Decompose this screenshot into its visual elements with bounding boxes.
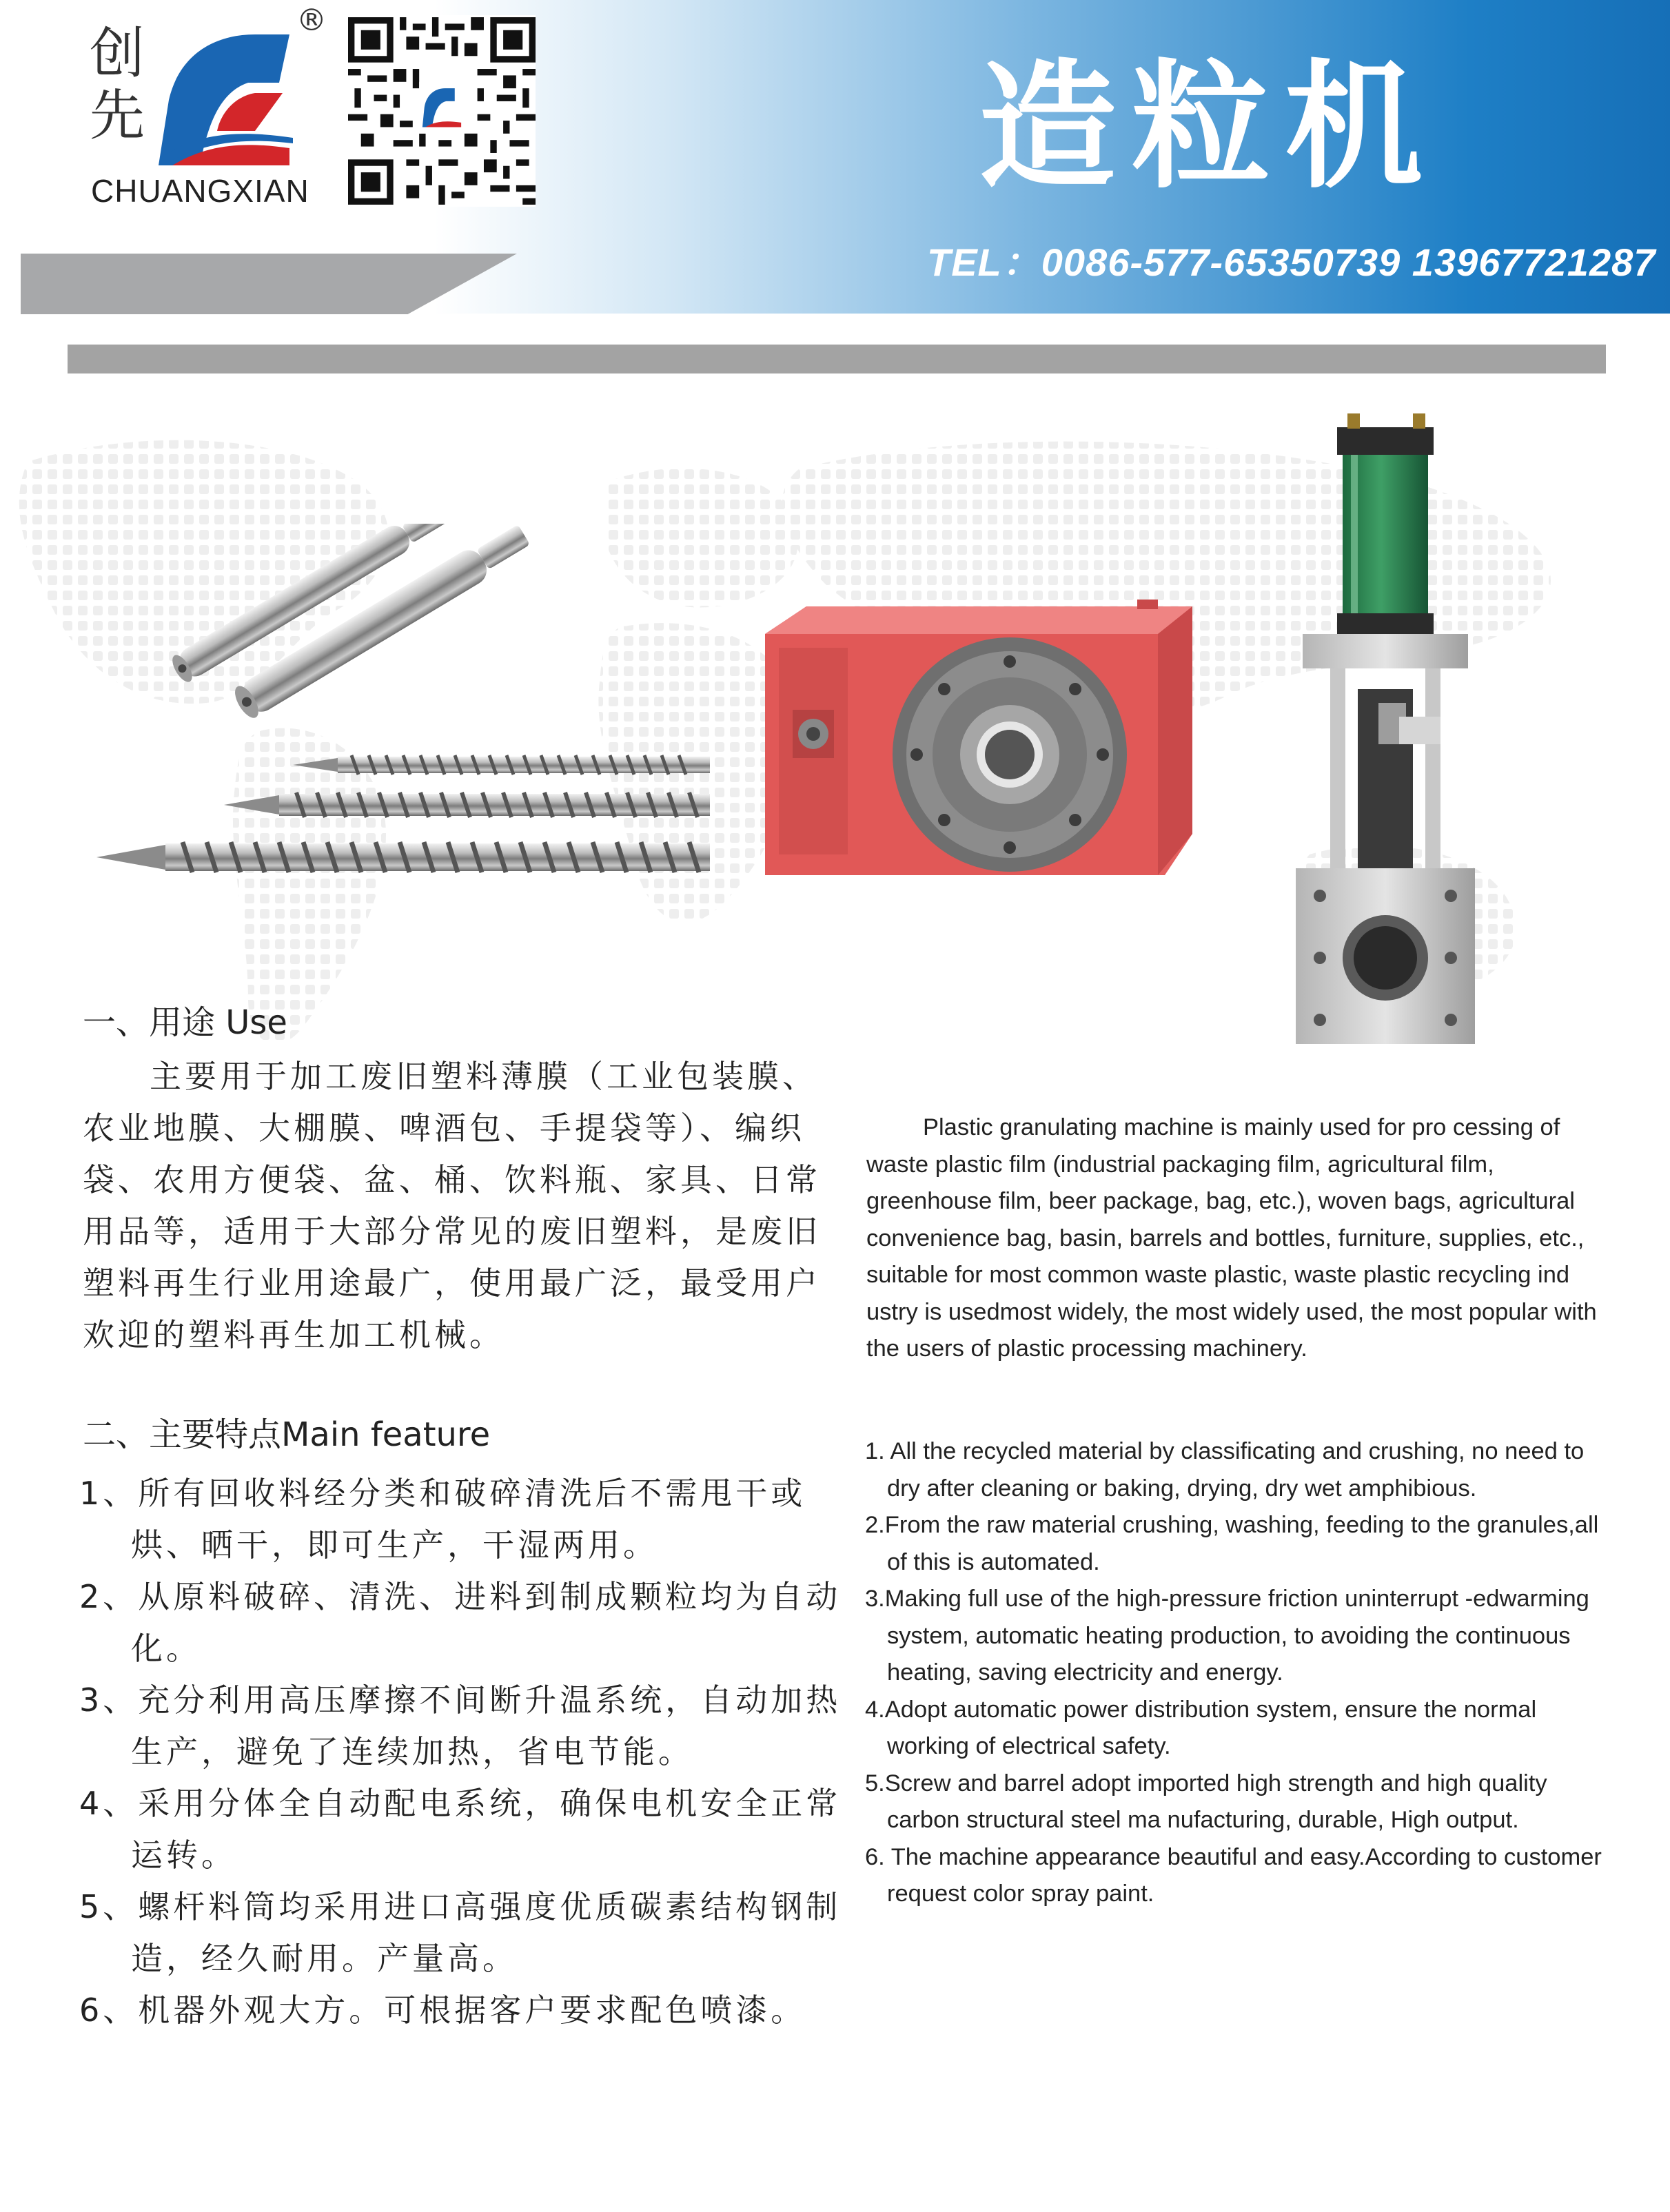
gearbox-icon [751, 600, 1213, 889]
feature-item-en: 6. The machine appearance beautiful and easy.According to customer request color spray paint. [865, 1843, 1602, 1907]
feature-item-cn: 3、充分利用高压摩擦不间断升温系统，自动加热生产，避免了连续加热，省电节能。 [79, 1681, 842, 1770]
logo-cn-char-1: 创 [90, 21, 145, 85]
features-list-cn [79, 1468, 851, 2036]
feature-item-cn: 1、所有回收料经分类和破碎清洗后不需甩干或烘、晒干，即可生产，干湿两用。 [79, 1475, 806, 1564]
feature-item-cn: 2、从原料破碎、清洗、进料到制成颗粒均为自动化。 [79, 1578, 842, 1667]
section-divider [68, 345, 1606, 373]
feature-item-en: 2.From the raw material crushing, washing, feeding to the granules,all of this is automated. [865, 1512, 1599, 1575]
use-paragraph-en: Plastic granulating machine is mainly used for pro cessing of waste plastic film (industrial packaging film, agricultural film, greenhouse film, beer package, bag, etc.), woven bags, agricultural convenience bag, basin, barrels and bottles, furniture, supplies, etc., suitable for most common waste plastic, waste plastic recycling ind ustry is usedmost widely, the most widely used, the most popular with the users of plastic processing machinery. [866, 1114, 1597, 1362]
chuangxian-logo-icon [152, 28, 296, 172]
logo-cn-char-2: 先 [90, 83, 145, 147]
use-paragraph-cn: 主要用于加工废旧塑料薄膜（工业包装膜、农业地膜、大棚膜、啤酒包、手提袋等）、编织袋、农用方便袋、盆、桶、饮料瓶、家具、日常用品等，适用于大部分常见的废旧塑料，是废旧塑料再生行业用途最广，使用最广泛，最受用户欢迎的塑料再生加工机械。 [83, 1058, 821, 1353]
logo-en-name: CHUANGXIAN [91, 173, 309, 209]
screw-barrel-icon [90, 524, 710, 882]
feature-item-en: 5.Screw and barrel adopt imported high strength and high quality carbon structural steel ma nufacturing, durable, High output. [865, 1770, 1547, 1833]
use-description-cn [83, 1051, 834, 1361]
features-heading: 二、主要特点Main feature [83, 1415, 491, 1454]
registered-mark: ® [296, 3, 327, 38]
screen-changer-icon [1289, 413, 1496, 1047]
feature-item-cn: 6、机器外观大方。可根据客户要求配色喷漆。 [79, 1991, 806, 2029]
feature-item-cn: 4、采用分体全自动配电系统，确保电机安全正常运转。 [79, 1785, 842, 1874]
telephone-line: TEL：0086-577-65350739 13967721287 [927, 240, 1656, 284]
features-list-en [865, 1433, 1609, 1913]
feature-item-en: 3.Making full use of the high-pressure friction uninterrupt -edwarming system, automatic heating production, to avoiding the continuous heating, saving electricity and energy. [865, 1586, 1589, 1686]
use-heading: 一、用途 Use [83, 1003, 287, 1042]
qr-code-icon [348, 15, 536, 207]
feature-item-en: 1. All the recycled material by classificating and crushing, no need to dry after cleaning or baking, drying, dry wet amphibious. [865, 1438, 1585, 1502]
page-title: 造粒机 [979, 47, 1438, 207]
use-description-en [866, 1109, 1607, 1368]
feature-item-cn: 5、螺杆料筒均采用进口高强度优质碳素结构钢制造，经久耐用。产量高。 [79, 1888, 842, 1977]
feature-item-en: 4.Adopt automatic power distribution system, ensure the normal working of electrical safety. [865, 1696, 1537, 1759]
